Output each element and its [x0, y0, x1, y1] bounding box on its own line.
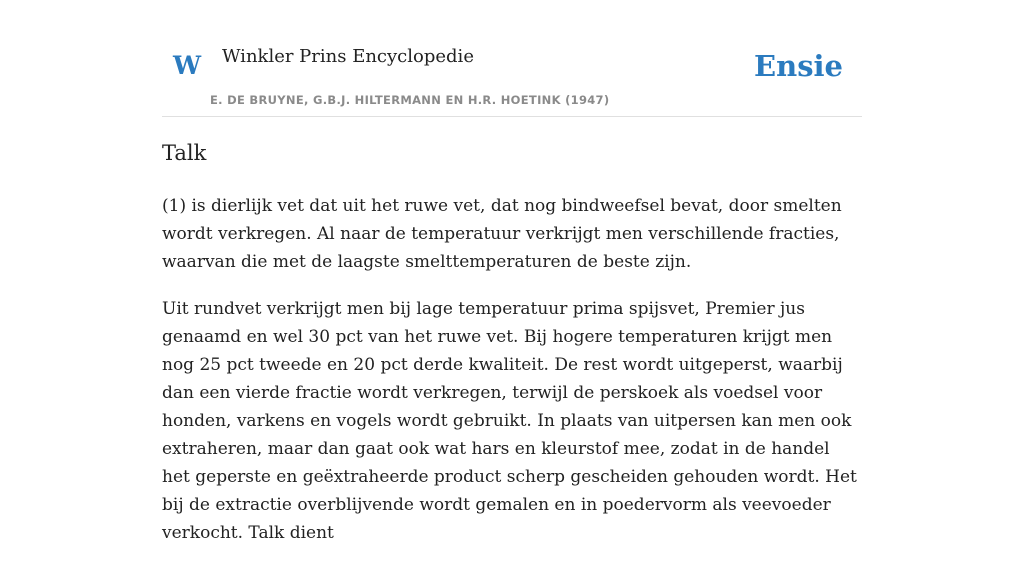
header [162, 0, 862, 117]
publication-logo[interactable]: W [173, 51, 202, 80]
article-body [162, 192, 862, 566]
publication-title[interactable]: Winkler Prins Encyclopedie [222, 46, 474, 67]
article-title: Talk [162, 141, 207, 165]
article-paragraph: Uit rundvet verkrijgt men bij lage temperatuur prima spijsvet, Premier jus genaamd en wel 30 pct van het ruwe vet. Bij hogere temperaturen krijgt men nog 25 pct tweede en 20 pct derde kwaliteit. De rest wordt uitgeperst, waarbij dan een vierde fractie wordt verkregen, terwijl de perskoek als voedsel voor honden, varkens en vogels wordt gebruikt. In plaats van uitpersen kan men ook extraheren, maar dan gaat ook wat hars en kleurstof mee, zodat in de handel het geperste en geëxtraheerde product scherp gescheiden gehouden wordt. Het bij de extractie overblijvende wordt gemalen en in poedervorm als veevoeder verkocht. Talk dient [162, 299, 857, 543]
authors-line: E. DE BRUYNE, G.B.J. HILTERMANN EN H.R. HOETINK (1947) [210, 93, 610, 107]
article-paragraph: (1) is dierlijk vet dat uit het ruwe vet, dat nog bindweefsel bevat, door smelten wordt verkregen. Al naar de temperatuur verkrijgt men verschillende fracties, waarvan die met de laagste smelttemperaturen de beste zijn. [162, 196, 842, 272]
content-column [162, 0, 862, 543]
brand-logo-link[interactable]: Ensie [754, 49, 843, 83]
